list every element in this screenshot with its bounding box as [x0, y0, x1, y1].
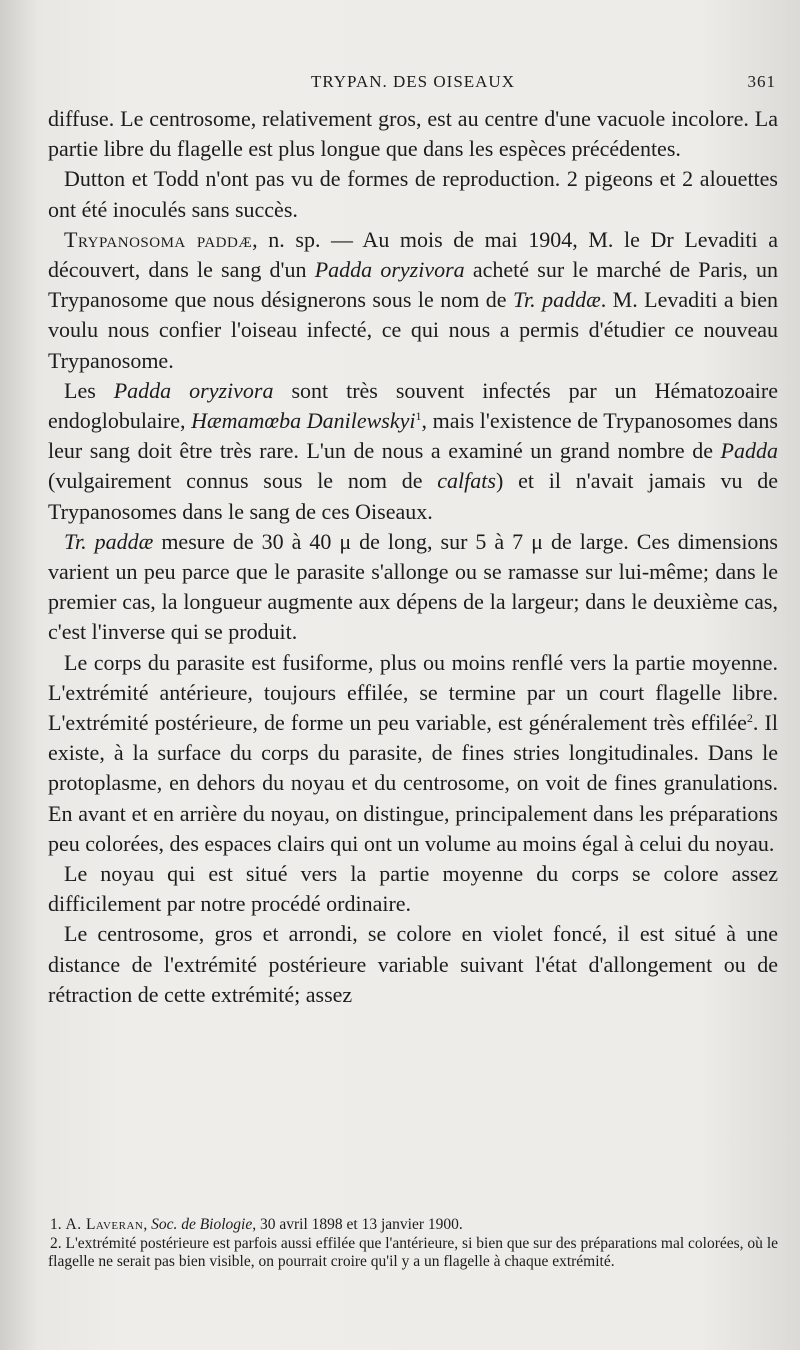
paragraph-4-text-c: , mais l'existence de Trypanosomes dans leur sang doit être très rare. L'un de nous a examiné un grand nombre de — [48, 408, 778, 464]
species-heading: Trypanosoma paddæ — [64, 226, 253, 252]
paragraph-4-text-a: Les — [64, 377, 114, 403]
host-species-name: Padda oryzivora — [314, 257, 465, 283]
paragraph-3 — [48, 225, 778, 376]
paragraph-4-text-b: sont très souvent infectés par un Hématozoaire endoglobulaire, — [48, 377, 778, 434]
footnote-2-text: L'extrémité postérieure est parfois aussi effilée que l'antérieure, si bien que sur des préparations mal colorées, où le flagelle ne serait pas bien visible, on pourrait croire qu'il y a un flagelle à chaque extrémité. — [48, 1234, 778, 1270]
paragraph-8: Le centrosome, gros et arrondi, se colore en violet foncé, il est situé à une distance de l'extrémité postérieure variable suivant l'état d'allongement ou de rétraction de cette extrémité; assez — [48, 921, 778, 1007]
paragraph-6-text-a: Le corps du parasite est fusiforme, plus ou moins renflé vers la partie moyenne. L'extrémité antérieure, toujours effilée, se termine par un court flagelle libre. L'extrémité postérieure, de forme un peu variable, est généralement très effilée — [48, 649, 778, 736]
footnotes — [48, 1216, 778, 1272]
footnote-1: 1. A. Laveran, Soc. de Biologie, 30 avril 1898 et 13 janvier 1900. — [50, 1216, 463, 1233]
footnote-ref-2[interactable]: 2 — [746, 711, 753, 726]
paragraph-2: Dutton et Todd n'ont pas vu de formes de reproduction. 2 pigeons et 2 alouettes ont été inoculés sans succès. — [48, 166, 778, 222]
paragraph-6 — [48, 648, 778, 859]
paragraph-7: Le noyau qui est situé vers la partie moyenne du corps se colore assez difficilement par notre procédé ordinaire. — [48, 861, 778, 917]
paragraph-3-text-c: . M. Levaditi a bien voulu nous confier l'oiseau infecté, ce qui nous a permis d'étudier ce nouveau Trypanosome. — [48, 287, 778, 373]
short-species-name-2: Tr. paddæ — [64, 528, 154, 554]
padda-name: Padda — [720, 438, 778, 464]
running-title: TRYPAN. DES OISEAUX — [311, 72, 515, 91]
footnote-1-number: 1. — [50, 1216, 62, 1233]
short-species-name: Tr. paddæ — [512, 287, 601, 313]
page-number: 361 — [747, 72, 776, 91]
footnote-1-author: A. Laveran — [65, 1216, 144, 1233]
host-species-name-2: Padda oryzivora — [113, 377, 274, 403]
paragraph-4 — [48, 376, 778, 527]
paragraph-5-text: mesure de 30 à 40 μ de long, sur 5 à 7 μ de large. Ces dimensions varient un peu parce que le parasite s'allonge ou se ramasse sur lui-même; dans le premier cas, la longueur augmente aux dépens de la largeur; dans le deuxième cas, c'est l'inverse qui se produit. — [48, 528, 778, 645]
footnote-2-number: 2. — [50, 1234, 62, 1252]
footnote-ref-1[interactable]: 1 — [415, 409, 422, 424]
paragraph-1: diffuse. Le centrosome, relativement gros, est au centre d'une vacuole incolore. La partie libre du flagelle est plus longue que dans les espèces précédentes. — [48, 106, 778, 162]
paragraph-3-text-b: acheté sur le marché de Paris, un Trypanosome que nous désignerons sous le nom de — [48, 257, 778, 313]
paragraph-4-text-d: (vulgairement connus sous le nom de — [48, 468, 438, 494]
footnote-1-dates: , 30 avril 1898 et 13 janvier 1900. — [252, 1216, 463, 1233]
footnote-2 — [48, 1235, 778, 1272]
footnote-1-journal: Soc. de Biologie — [151, 1216, 253, 1233]
paragraph-4-text-e: ) et il n'avait jamais vu de Trypanosomes dans le sang de ces Oiseaux. — [48, 468, 778, 524]
paragraph-6-text-b: . Il existe, à la surface du corps du parasite, de fines stries longitudinales. Dans le protoplasme, en dehors du noyau et du centrosome, on voit de fines granulations. En avant et en arrière du noyau, on distingue, principalement dans les préparations peu colorées, des espaces clairs qui ont un volume au moins égal à celui du noyau. — [48, 710, 778, 856]
page-header — [48, 72, 778, 98]
calfats-term: calfats — [437, 468, 496, 494]
parasite-name: Hæmamœba Danilewskyi — [191, 408, 416, 434]
paragraph-5 — [48, 527, 778, 648]
paragraph-3-text-a: , n. sp. — Au mois de mai 1904, M. le Dr Levaditi a découvert, dans le sang d'un — [48, 226, 779, 283]
body-text — [48, 104, 778, 1010]
